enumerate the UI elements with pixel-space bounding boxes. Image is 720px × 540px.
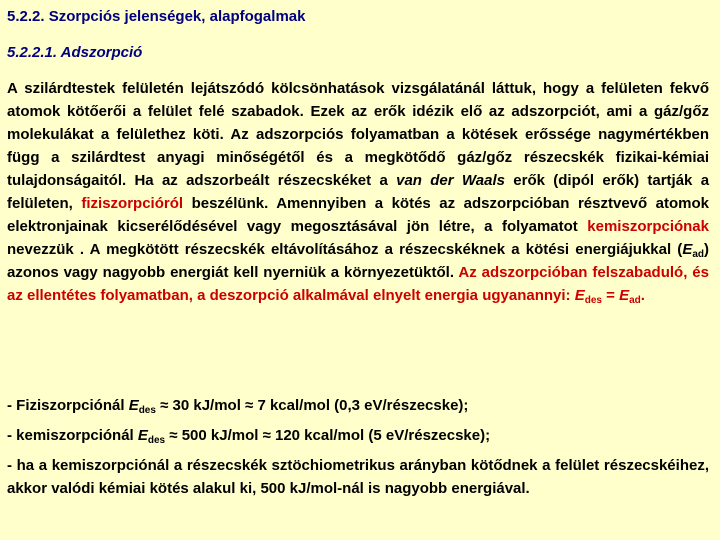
subscript-ad: ad (692, 249, 704, 260)
bullet-value: ≈ 500 kJ/mol ≈ 120 kcal/mol (5 eV/részecske); (165, 427, 491, 444)
equals-sign: = (601, 287, 620, 304)
bullet-chemisorption (7, 424, 709, 447)
symbol-e: E (137, 427, 148, 444)
bullet-label: - kemiszorpciónál (7, 427, 138, 444)
subscript-des: des (147, 435, 166, 446)
subsection-heading: 5.2.2.1. Adszorpció (7, 44, 143, 61)
bullet-label: - Fiziszorpciónál (7, 397, 129, 414)
text-segment: A szilárdtestek felületén lejátszódó kölcsönhatások vizsgálatánál láttuk, hogy a felületen fekvő atomok kötőerői a felület felé szabadok. Ezek az erők idézik elő az adszorpciót, ami a gáz/gőz molekulákat a felülethez köti. Az adszorpciós folyamatban a kötések erőssége nagymértékben függ a szilárdtest anyagi minőségétől és a megkötődő gáz/gőz részecskék fizikai-kémiai tulajdonságaitól. Ha az adszorbeált részecskéket a (7, 80, 709, 189)
term-van-der-waals: van der Waals (396, 172, 505, 189)
text-segment: beszélünk. Amennyiben a kötés az adszorpcióban résztvevő atomok elektronjainak kicserélődésével vagy megosztásával jön létre, a folyamatot (7, 195, 710, 235)
paragraph-adsorption (7, 77, 709, 307)
text-segment: nevezzük . A megkötött részecskék eltávolításához a részecskéknek a kötési energiájukkal ( (7, 241, 683, 258)
symbol-e: E (619, 287, 630, 304)
text-segment: erők (dipól erők) tartják a felületen, (7, 172, 710, 212)
bullet-physisorption (7, 394, 709, 417)
bullet-stoichiometric: - ha a kemiszorpciónál a részecskék sztöchiometrikus arányban kötődnek a felület részecskéihez, akkor valódi kémiai kötés alakul ki, 500 kJ/mol-nál is nagyobb energiával. (7, 457, 709, 497)
symbol-e: E (574, 287, 585, 304)
term-chemisorption: kemiszorpciónak (587, 218, 709, 235)
text-segment: Az adszorpcióban felszabaduló, és az ellentétes folyamatban, a deszorpció alkalmával elnyelt energia ugyanannyi: (7, 264, 709, 304)
period: . (640, 287, 645, 304)
equation (575, 287, 645, 304)
term-physisorption: fiziszorpcióról (81, 195, 184, 212)
text-segment: ) azonos vagy nagyobb energiát kell nyerniük a környezetüktől. (7, 241, 709, 281)
bullet-value: ≈ 30 kJ/mol ≈ 7 kcal/mol (0,3 eV/részecske); (155, 397, 469, 414)
section-heading: 5.2.2. Szorpciós jelenségek, alapfogalmak (7, 8, 306, 25)
subscript-ad: ad (629, 295, 641, 306)
symbol-e: E (682, 241, 693, 258)
symbol-e: E (128, 397, 139, 414)
subscript-des: des (584, 295, 602, 306)
subscript-des: des (138, 405, 156, 416)
